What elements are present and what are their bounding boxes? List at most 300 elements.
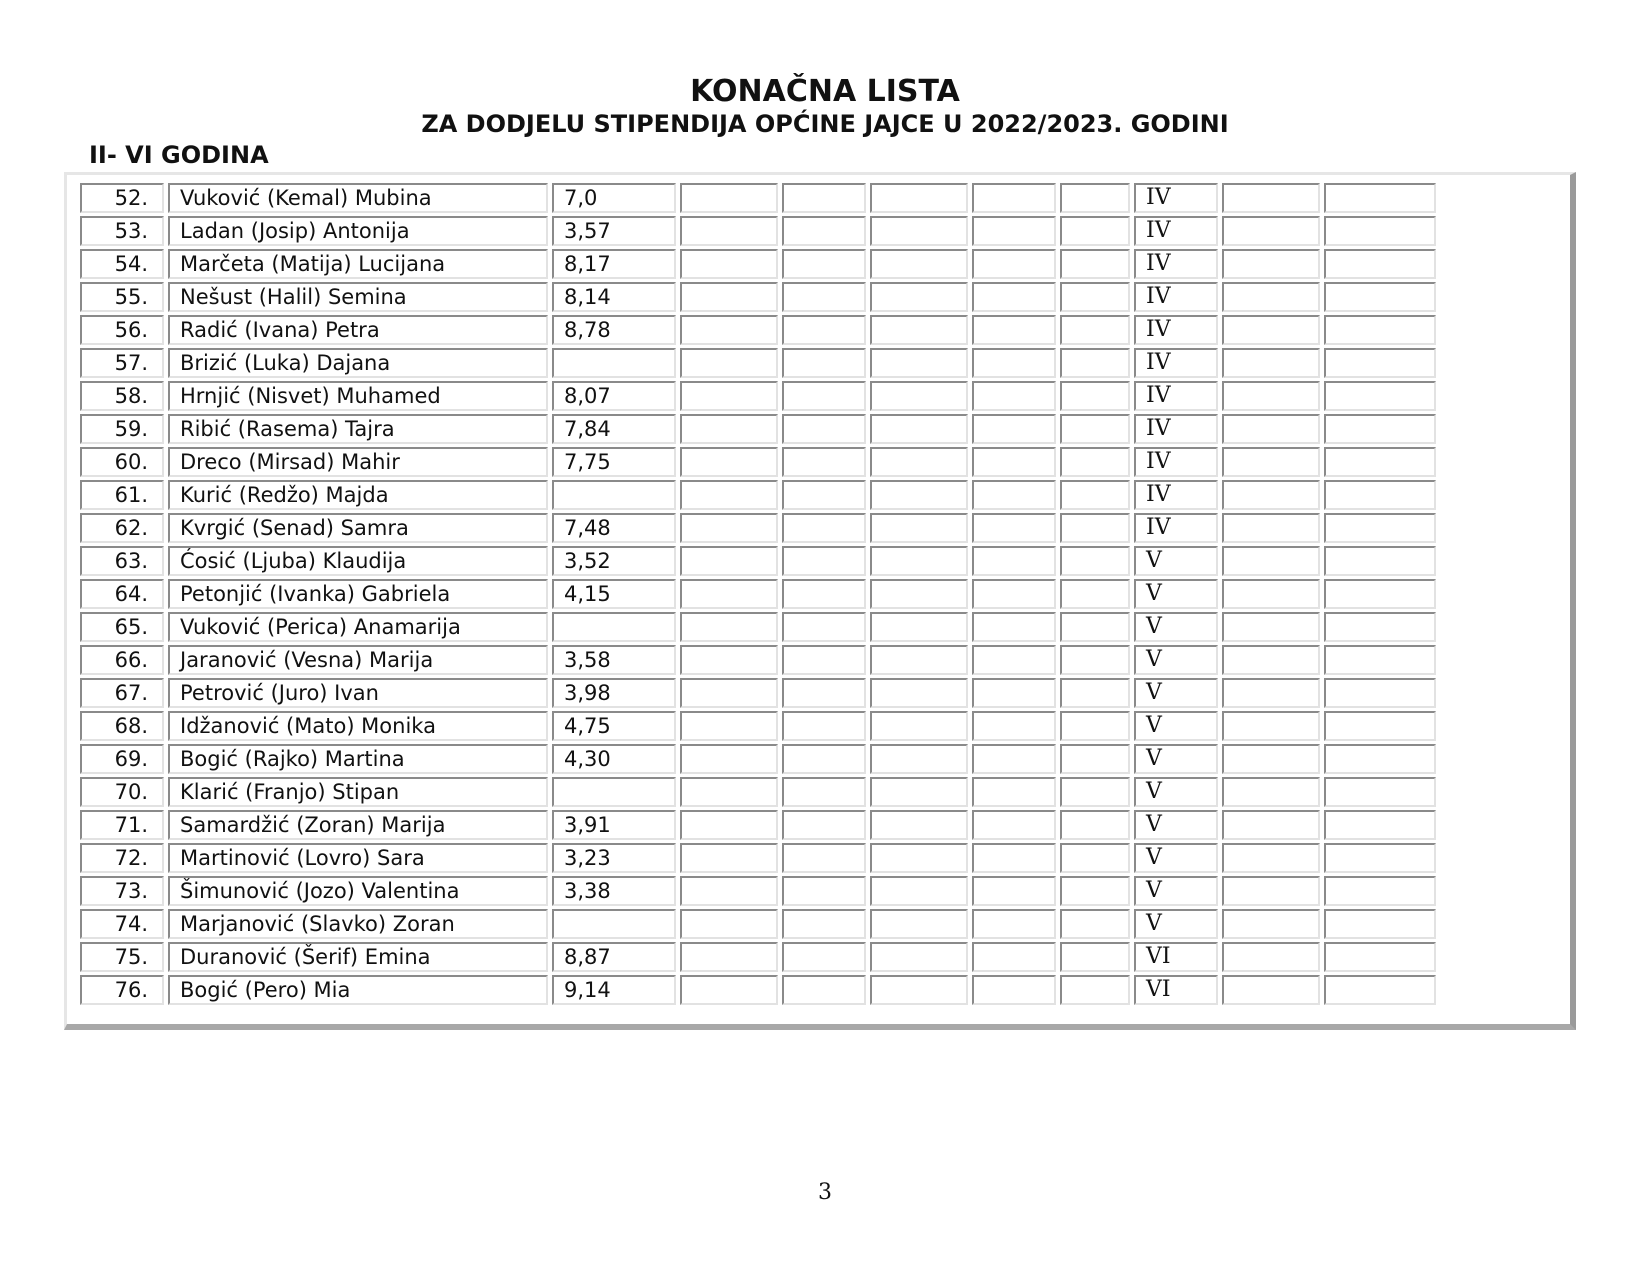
table-row	[80, 810, 1436, 840]
grade-average-cell: 3,57	[552, 216, 676, 246]
empty-cell	[680, 942, 778, 972]
empty-cell	[870, 348, 968, 378]
empty-cell	[972, 348, 1056, 378]
row-number-cell: 68.	[80, 711, 164, 741]
empty-cell	[1324, 645, 1436, 675]
empty-cell	[870, 216, 968, 246]
study-year-cell: V	[1134, 546, 1218, 576]
study-year-cell: V	[1134, 711, 1218, 741]
empty-cell	[782, 183, 866, 213]
row-number-cell: 69.	[80, 744, 164, 774]
row-number-cell: 58.	[80, 381, 164, 411]
empty-cell	[680, 480, 778, 510]
student-name-cell: Petrović (Juro) Ivan	[168, 678, 548, 708]
row-number-cell: 72.	[80, 843, 164, 873]
empty-cell	[1222, 810, 1320, 840]
study-year-cell: IV	[1134, 414, 1218, 444]
row-number-cell: 63.	[80, 546, 164, 576]
empty-cell	[1222, 480, 1320, 510]
empty-cell	[1222, 216, 1320, 246]
empty-cell	[1060, 381, 1130, 411]
study-year-cell: V	[1134, 579, 1218, 609]
empty-cell	[1222, 777, 1320, 807]
grade-average-cell: 3,38	[552, 876, 676, 906]
empty-cell	[1060, 777, 1130, 807]
empty-cell	[782, 810, 866, 840]
empty-cell	[782, 315, 866, 345]
row-number-cell: 57.	[80, 348, 164, 378]
empty-cell	[680, 612, 778, 642]
grade-average-cell: 7,0	[552, 183, 676, 213]
empty-cell	[972, 810, 1056, 840]
empty-cell	[782, 579, 866, 609]
empty-cell	[680, 843, 778, 873]
study-year-cell: VI	[1134, 942, 1218, 972]
empty-cell	[680, 546, 778, 576]
table-row	[80, 480, 1436, 510]
empty-cell	[870, 777, 968, 807]
study-year-cell: IV	[1134, 216, 1218, 246]
grade-average-cell: 3,98	[552, 678, 676, 708]
document-subtitle: ZA DODJELU STIPENDIJA OPĆINE JAJCE U 2022/2023. GODINI	[421, 110, 1229, 138]
empty-cell	[1060, 546, 1130, 576]
empty-cell	[1324, 282, 1436, 312]
empty-cell	[782, 678, 866, 708]
grade-average-cell: 8,17	[552, 249, 676, 279]
study-year-cell: IV	[1134, 513, 1218, 543]
empty-cell	[870, 183, 968, 213]
document-title: KONAČNA LISTA	[690, 74, 960, 109]
empty-cell	[680, 183, 778, 213]
table-row	[80, 183, 1436, 213]
student-name-cell: Kvrgić (Senad) Samra	[168, 513, 548, 543]
table-row	[80, 744, 1436, 774]
empty-cell	[972, 249, 1056, 279]
empty-cell	[1324, 348, 1436, 378]
empty-cell	[870, 678, 968, 708]
student-name-cell: Idžanović (Mato) Monika	[168, 711, 548, 741]
study-year-cell: IV	[1134, 315, 1218, 345]
empty-cell	[782, 348, 866, 378]
row-number-cell: 60.	[80, 447, 164, 477]
scholarship-table-frame	[64, 172, 1576, 1030]
empty-cell	[680, 216, 778, 246]
empty-cell	[870, 810, 968, 840]
empty-cell	[1324, 876, 1436, 906]
empty-cell	[1060, 678, 1130, 708]
empty-cell	[870, 282, 968, 312]
student-name-cell: Jaranović (Vesna) Marija	[168, 645, 548, 675]
table-row	[80, 282, 1436, 312]
empty-cell	[782, 480, 866, 510]
student-name-cell: Ladan (Josip) Antonija	[168, 216, 548, 246]
empty-cell	[1060, 612, 1130, 642]
student-name-cell: Bogić (Rajko) Martina	[168, 744, 548, 774]
empty-cell	[1222, 876, 1320, 906]
empty-cell	[782, 381, 866, 411]
empty-cell	[1060, 249, 1130, 279]
grade-average-cell	[552, 612, 676, 642]
empty-cell	[972, 942, 1056, 972]
table-body	[80, 183, 1436, 1005]
grade-average-cell	[552, 777, 676, 807]
table-row	[80, 909, 1436, 939]
empty-cell	[1222, 315, 1320, 345]
student-name-cell: Hrnjić (Nisvet) Muhamed	[168, 381, 548, 411]
empty-cell	[1060, 480, 1130, 510]
section-heading: II- VI GODINA	[89, 141, 269, 169]
empty-cell	[870, 546, 968, 576]
empty-cell	[972, 777, 1056, 807]
grade-average-cell	[552, 480, 676, 510]
empty-cell	[870, 480, 968, 510]
empty-cell	[1060, 414, 1130, 444]
student-name-cell: Samardžić (Zoran) Marija	[168, 810, 548, 840]
empty-cell	[782, 447, 866, 477]
empty-cell	[782, 513, 866, 543]
empty-cell	[972, 579, 1056, 609]
table-row	[80, 381, 1436, 411]
grade-average-cell: 4,30	[552, 744, 676, 774]
empty-cell	[1060, 810, 1130, 840]
empty-cell	[1324, 216, 1436, 246]
empty-cell	[870, 843, 968, 873]
empty-cell	[680, 348, 778, 378]
empty-cell	[1222, 678, 1320, 708]
table-row	[80, 414, 1436, 444]
empty-cell	[1324, 480, 1436, 510]
row-number-cell: 66.	[80, 645, 164, 675]
empty-cell	[1060, 447, 1130, 477]
empty-cell	[1060, 975, 1130, 1005]
study-year-cell: V	[1134, 843, 1218, 873]
empty-cell	[1222, 348, 1320, 378]
grade-average-cell: 7,48	[552, 513, 676, 543]
empty-cell	[1324, 381, 1436, 411]
empty-cell	[1222, 183, 1320, 213]
empty-cell	[1324, 513, 1436, 543]
empty-cell	[1060, 216, 1130, 246]
row-number-cell: 54.	[80, 249, 164, 279]
empty-cell	[1324, 183, 1436, 213]
empty-cell	[1222, 909, 1320, 939]
empty-cell	[870, 975, 968, 1005]
table-row	[80, 876, 1436, 906]
empty-cell	[1060, 183, 1130, 213]
table-row	[80, 975, 1436, 1005]
empty-cell	[680, 744, 778, 774]
empty-cell	[870, 909, 968, 939]
study-year-cell: V	[1134, 810, 1218, 840]
student-name-cell: Marčeta (Matija) Lucijana	[168, 249, 548, 279]
row-number-cell: 55.	[80, 282, 164, 312]
row-number-cell: 76.	[80, 975, 164, 1005]
grade-average-cell	[552, 348, 676, 378]
empty-cell	[1324, 447, 1436, 477]
empty-cell	[870, 744, 968, 774]
grade-average-cell	[552, 909, 676, 939]
empty-cell	[972, 216, 1056, 246]
empty-cell	[1222, 381, 1320, 411]
empty-cell	[782, 942, 866, 972]
empty-cell	[680, 711, 778, 741]
empty-cell	[1060, 744, 1130, 774]
empty-cell	[680, 810, 778, 840]
empty-cell	[680, 777, 778, 807]
empty-cell	[1324, 744, 1436, 774]
student-name-cell: Marjanović (Slavko) Zoran	[168, 909, 548, 939]
table-row	[80, 216, 1436, 246]
empty-cell	[782, 876, 866, 906]
empty-cell	[1324, 843, 1436, 873]
table-row	[80, 315, 1436, 345]
empty-cell	[870, 381, 968, 411]
student-name-cell: Petonjić (Ivanka) Gabriela	[168, 579, 548, 609]
empty-cell	[1324, 777, 1436, 807]
table-row	[80, 249, 1436, 279]
empty-cell	[1060, 843, 1130, 873]
student-name-cell: Klarić (Franjo) Stipan	[168, 777, 548, 807]
empty-cell	[680, 447, 778, 477]
grade-average-cell: 8,78	[552, 315, 676, 345]
row-number-cell: 67.	[80, 678, 164, 708]
empty-cell	[870, 249, 968, 279]
grade-average-cell: 7,75	[552, 447, 676, 477]
study-year-cell: V	[1134, 876, 1218, 906]
empty-cell	[972, 414, 1056, 444]
table-row	[80, 348, 1436, 378]
empty-cell	[1222, 579, 1320, 609]
empty-cell	[1324, 546, 1436, 576]
scholarship-table	[76, 180, 1440, 1008]
empty-cell	[1324, 249, 1436, 279]
empty-cell	[972, 975, 1056, 1005]
empty-cell	[680, 249, 778, 279]
empty-cell	[870, 513, 968, 543]
table-row	[80, 612, 1436, 642]
empty-cell	[972, 645, 1056, 675]
row-number-cell: 70.	[80, 777, 164, 807]
empty-cell	[1060, 315, 1130, 345]
empty-cell	[1222, 612, 1320, 642]
empty-cell	[1060, 876, 1130, 906]
empty-cell	[870, 711, 968, 741]
empty-cell	[972, 876, 1056, 906]
empty-cell	[972, 315, 1056, 345]
empty-cell	[972, 546, 1056, 576]
empty-cell	[1324, 579, 1436, 609]
grade-average-cell: 8,14	[552, 282, 676, 312]
empty-cell	[1324, 414, 1436, 444]
student-name-cell: Ćosić (Ljuba) Klaudija	[168, 546, 548, 576]
row-number-cell: 73.	[80, 876, 164, 906]
study-year-cell: IV	[1134, 447, 1218, 477]
row-number-cell: 75.	[80, 942, 164, 972]
study-year-cell: IV	[1134, 381, 1218, 411]
row-number-cell: 65.	[80, 612, 164, 642]
student-name-cell: Brizić (Luka) Dajana	[168, 348, 548, 378]
empty-cell	[782, 612, 866, 642]
empty-cell	[782, 744, 866, 774]
empty-cell	[1060, 513, 1130, 543]
empty-cell	[782, 282, 866, 312]
empty-cell	[972, 678, 1056, 708]
empty-cell	[1222, 711, 1320, 741]
empty-cell	[680, 975, 778, 1005]
study-year-cell: V	[1134, 645, 1218, 675]
empty-cell	[1324, 315, 1436, 345]
empty-cell	[972, 909, 1056, 939]
grade-average-cell: 3,23	[552, 843, 676, 873]
student-name-cell: Vuković (Kemal) Mubina	[168, 183, 548, 213]
empty-cell	[1060, 942, 1130, 972]
empty-cell	[870, 876, 968, 906]
empty-cell	[1222, 447, 1320, 477]
study-year-cell: IV	[1134, 282, 1218, 312]
empty-cell	[870, 315, 968, 345]
student-name-cell: Martinović (Lovro) Sara	[168, 843, 548, 873]
study-year-cell: IV	[1134, 480, 1218, 510]
empty-cell	[1222, 744, 1320, 774]
empty-cell	[782, 711, 866, 741]
empty-cell	[972, 183, 1056, 213]
empty-cell	[782, 975, 866, 1005]
empty-cell	[972, 711, 1056, 741]
student-name-cell: Ribić (Rasema) Tajra	[168, 414, 548, 444]
empty-cell	[1222, 645, 1320, 675]
empty-cell	[680, 282, 778, 312]
grade-average-cell: 8,07	[552, 381, 676, 411]
study-year-cell: V	[1134, 909, 1218, 939]
empty-cell	[1324, 678, 1436, 708]
row-number-cell: 61.	[80, 480, 164, 510]
empty-cell	[680, 513, 778, 543]
empty-cell	[1222, 414, 1320, 444]
table-row	[80, 579, 1436, 609]
empty-cell	[972, 744, 1056, 774]
row-number-cell: 62.	[80, 513, 164, 543]
empty-cell	[972, 447, 1056, 477]
grade-average-cell: 4,15	[552, 579, 676, 609]
empty-cell	[1324, 942, 1436, 972]
empty-cell	[1222, 513, 1320, 543]
student-name-cell: Radić (Ivana) Petra	[168, 315, 548, 345]
empty-cell	[1060, 348, 1130, 378]
row-number-cell: 52.	[80, 183, 164, 213]
empty-cell	[870, 645, 968, 675]
empty-cell	[1222, 282, 1320, 312]
empty-cell	[1060, 579, 1130, 609]
study-year-cell: IV	[1134, 249, 1218, 279]
grade-average-cell: 8,87	[552, 942, 676, 972]
empty-cell	[870, 447, 968, 477]
study-year-cell: IV	[1134, 183, 1218, 213]
table-row	[80, 678, 1436, 708]
empty-cell	[972, 612, 1056, 642]
empty-cell	[680, 579, 778, 609]
empty-cell	[680, 678, 778, 708]
empty-cell	[680, 414, 778, 444]
study-year-cell: VI	[1134, 975, 1218, 1005]
empty-cell	[870, 612, 968, 642]
student-name-cell: Vuković (Perica) Anamarija	[168, 612, 548, 642]
empty-cell	[1060, 711, 1130, 741]
student-name-cell: Bogić (Pero) Mia	[168, 975, 548, 1005]
empty-cell	[782, 249, 866, 279]
grade-average-cell: 7,84	[552, 414, 676, 444]
empty-cell	[1060, 909, 1130, 939]
empty-cell	[782, 777, 866, 807]
study-year-cell: V	[1134, 744, 1218, 774]
empty-cell	[680, 876, 778, 906]
empty-cell	[680, 381, 778, 411]
row-number-cell: 64.	[80, 579, 164, 609]
empty-cell	[782, 216, 866, 246]
table-row	[80, 513, 1436, 543]
study-year-cell: V	[1134, 612, 1218, 642]
empty-cell	[972, 381, 1056, 411]
empty-cell	[870, 579, 968, 609]
empty-cell	[1222, 843, 1320, 873]
grade-average-cell: 3,52	[552, 546, 676, 576]
grade-average-cell: 3,91	[552, 810, 676, 840]
student-name-cell: Kurić (Redžo) Majda	[168, 480, 548, 510]
study-year-cell: IV	[1134, 348, 1218, 378]
empty-cell	[972, 282, 1056, 312]
empty-cell	[1060, 645, 1130, 675]
empty-cell	[782, 645, 866, 675]
table-row	[80, 711, 1436, 741]
empty-cell	[782, 414, 866, 444]
empty-cell	[1222, 249, 1320, 279]
empty-cell	[680, 645, 778, 675]
empty-cell	[972, 513, 1056, 543]
page-number: 3	[818, 1180, 832, 1205]
table-row	[80, 546, 1436, 576]
student-name-cell: Nešust (Halil) Semina	[168, 282, 548, 312]
empty-cell	[972, 843, 1056, 873]
row-number-cell: 59.	[80, 414, 164, 444]
empty-cell	[782, 909, 866, 939]
row-number-cell: 56.	[80, 315, 164, 345]
grade-average-cell: 9,14	[552, 975, 676, 1005]
empty-cell	[972, 480, 1056, 510]
empty-cell	[782, 546, 866, 576]
study-year-cell: V	[1134, 678, 1218, 708]
row-number-cell: 53.	[80, 216, 164, 246]
student-name-cell: Šimunović (Jozo) Valentina	[168, 876, 548, 906]
empty-cell	[870, 942, 968, 972]
table-row	[80, 843, 1436, 873]
table-row	[80, 777, 1436, 807]
empty-cell	[1222, 975, 1320, 1005]
empty-cell	[1324, 975, 1436, 1005]
empty-cell	[782, 843, 866, 873]
empty-cell	[1324, 810, 1436, 840]
grade-average-cell: 4,75	[552, 711, 676, 741]
row-number-cell: 71.	[80, 810, 164, 840]
study-year-cell: V	[1134, 777, 1218, 807]
table-row	[80, 942, 1436, 972]
empty-cell	[680, 909, 778, 939]
empty-cell	[1324, 612, 1436, 642]
empty-cell	[1324, 711, 1436, 741]
grade-average-cell: 3,58	[552, 645, 676, 675]
empty-cell	[870, 414, 968, 444]
row-number-cell: 74.	[80, 909, 164, 939]
empty-cell	[1060, 282, 1130, 312]
empty-cell	[1222, 546, 1320, 576]
